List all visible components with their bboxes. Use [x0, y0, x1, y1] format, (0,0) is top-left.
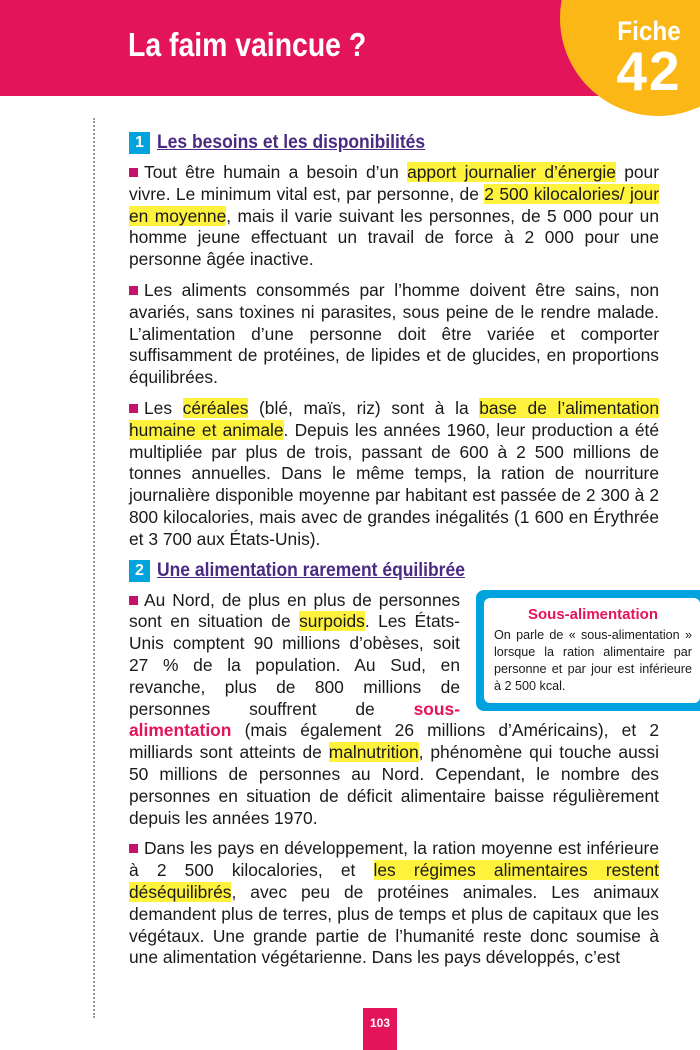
bullet-square-icon [129, 286, 138, 295]
paragraph-cereals: Les céréales (blé, maïs, riz) sont à la base de l’alimentation humaine et animale. Depuis les années 1960, leur production a été multipliée par plus de trois, passant de 600 à 2 500 millions de tonnes annuelles. Dans le même temps, la ration de nourriture journalière disponible moyenne par habitant est passée de 2 300 à 2 800 kilocalories, mais avec de grandes inégalités (1 600 en Érythrée et 3 700 aux États-Unis). [129, 397, 660, 549]
section-number-2: 2 [129, 560, 150, 582]
section-title-2: Une alimentation rarement équilibrée [157, 559, 465, 581]
section-heading-2 [129, 560, 659, 582]
definition-callout-body [484, 598, 700, 704]
bullet-square-icon [129, 168, 138, 177]
definition-callout-text: On parle de « sous-alimentation » lorsque la ration alimentaire par personne et par jour est inférieure à 2 500 kcal. [494, 628, 692, 694]
emphasis-text: sous-alimentation [129, 698, 460, 741]
highlight-text: surpoids [299, 611, 365, 632]
paragraph-energy-needs: Tout être humain a besoin d’un apport journalier d’énergie pour vivre. Le minimum vital est, par personne, de 2 500 kilocalories/ jour en moyenne, mais il varie suivant les personnes, de 5 000 pour un homme jeune effectuant un travail de force à 2 000 pour une personne âgée inactive. [129, 162, 660, 270]
bullet-square-icon [129, 844, 138, 853]
fiche-number: 42 [616, 40, 682, 102]
bullet-square-icon [129, 404, 138, 413]
section-title-1: Les besoins et les disponibilités [157, 132, 426, 154]
definition-callout-title: Sous-alimentation [527, 605, 658, 623]
page-title: La faim vaincue ? [128, 26, 367, 63]
paragraph-north-south: Au Nord, de plus en plus de personnes sont en situation de surpoids. Les États-Unis comptent 90 millions d’obèses, soit 27 % de la population. Au Sud, en revanche, plus de 800 millions de personnes souffrent de sous-alimentation (mais également 26 millions d’Américains), et 2 milliards sont atteints de malnutrition, phénomène qui touche aussi 50 millions de personnes au Nord. Cependant, le nombre des personnes en situation de déficit alimentaire baisse régulièrement depuis les années 1970. [129, 589, 659, 828]
paragraph-developing-countries: Dans les pays en développement, la ration moyenne est inférieure à 2 500 kilocalories, et les régimes alimentaires restent déséquilibrés, avec peu de protéines animales. Les animaux demandent plus de terres, plus de temps et plus de capitaux que les végétaux. Une grande partie de l’humanité reste donc soumise à une alimentation végétarienne. Dans les pays développés, c’est [129, 838, 659, 968]
highlight-text: apport journalier d’énergie [407, 162, 616, 182]
highlight-text: céréales [182, 397, 249, 418]
highlight-text: 2 500 kilocalories/ jour en moyenne [129, 183, 659, 226]
section-number-1: 1 [129, 132, 150, 154]
highlight-text: base de l’alimentation humaine et animale [129, 397, 660, 440]
bullet-square-icon [129, 596, 138, 605]
page-number: 103 [363, 1008, 397, 1050]
fiche-label: Fiche [617, 16, 681, 46]
margin-dotted-rule [93, 118, 95, 1018]
highlight-text: malnutrition [328, 742, 419, 763]
paragraph-food-quality: Les aliments consommés par l’homme doivent être sains, non avariés, sans toxines ni parasites, sous peine de le rendre malade. L’alimentation d’une personne doit être variée et comporter suffisamment de protéines, de lipides et de glucides, en proportions équilibrées. [129, 279, 659, 388]
definition-callout [476, 590, 700, 712]
highlight-text: les régimes alimentaires restent déséquilibrés [129, 860, 659, 902]
main-content [129, 128, 692, 978]
section-heading-1 [129, 132, 659, 154]
